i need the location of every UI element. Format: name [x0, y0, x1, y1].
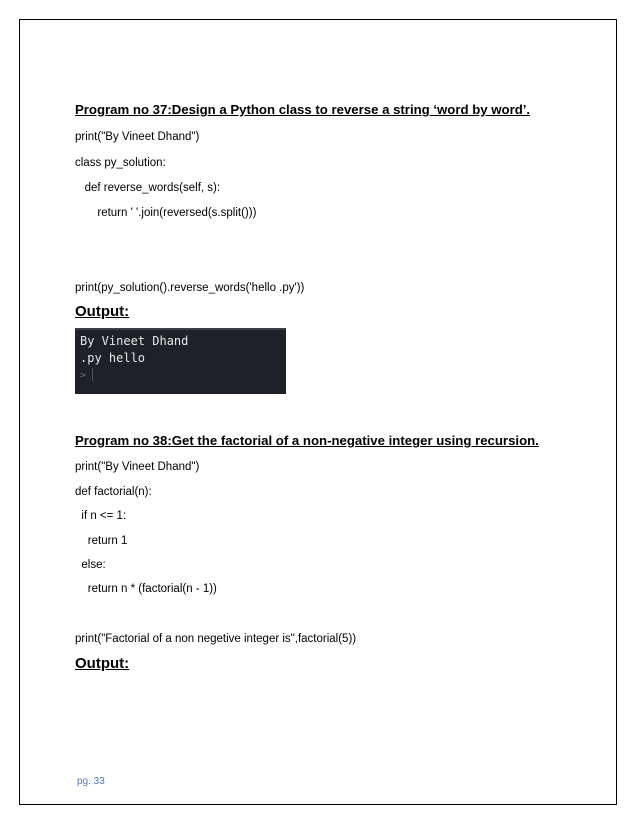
terminal-output-screenshot: [75, 328, 286, 394]
code-line: print(py_solution().reverse_words('hello .py')): [75, 282, 305, 294]
code-line: print("By Vineet Dhand"): [75, 461, 200, 473]
code-line: class py_solution:: [75, 157, 166, 169]
code-line: return ' '.join(reversed(s.split())): [75, 207, 257, 219]
code-line: def reverse_words(self, s):: [75, 182, 221, 194]
code-line: if n <= 1:: [75, 510, 127, 522]
terminal-prompt: >: [80, 370, 87, 381]
code-line: print("Factorial of a non negetive integer is",factorial(5)): [75, 633, 357, 645]
code-line: print("By Vineet Dhand"): [75, 131, 200, 143]
terminal-line: By Vineet Dhand: [80, 334, 189, 348]
terminal-line: .py hello: [80, 351, 146, 365]
output-label: Output:: [75, 655, 130, 672]
output-label: Output:: [75, 303, 130, 320]
terminal-cursor: [92, 368, 93, 381]
code-line: return 1: [75, 535, 128, 547]
code-line: def factorial(n):: [75, 486, 152, 498]
code-line: return n * (factorial(n - 1)): [75, 583, 217, 595]
page-number: pg. 33: [77, 776, 105, 787]
code-line: else:: [75, 559, 106, 571]
program-38-heading: Program no 38:Get the factorial of a non-negative integer using recursion.: [75, 433, 539, 448]
program-37-heading: Program no 37:Design a Python class to reverse a string ‘word by word’.: [75, 102, 531, 117]
